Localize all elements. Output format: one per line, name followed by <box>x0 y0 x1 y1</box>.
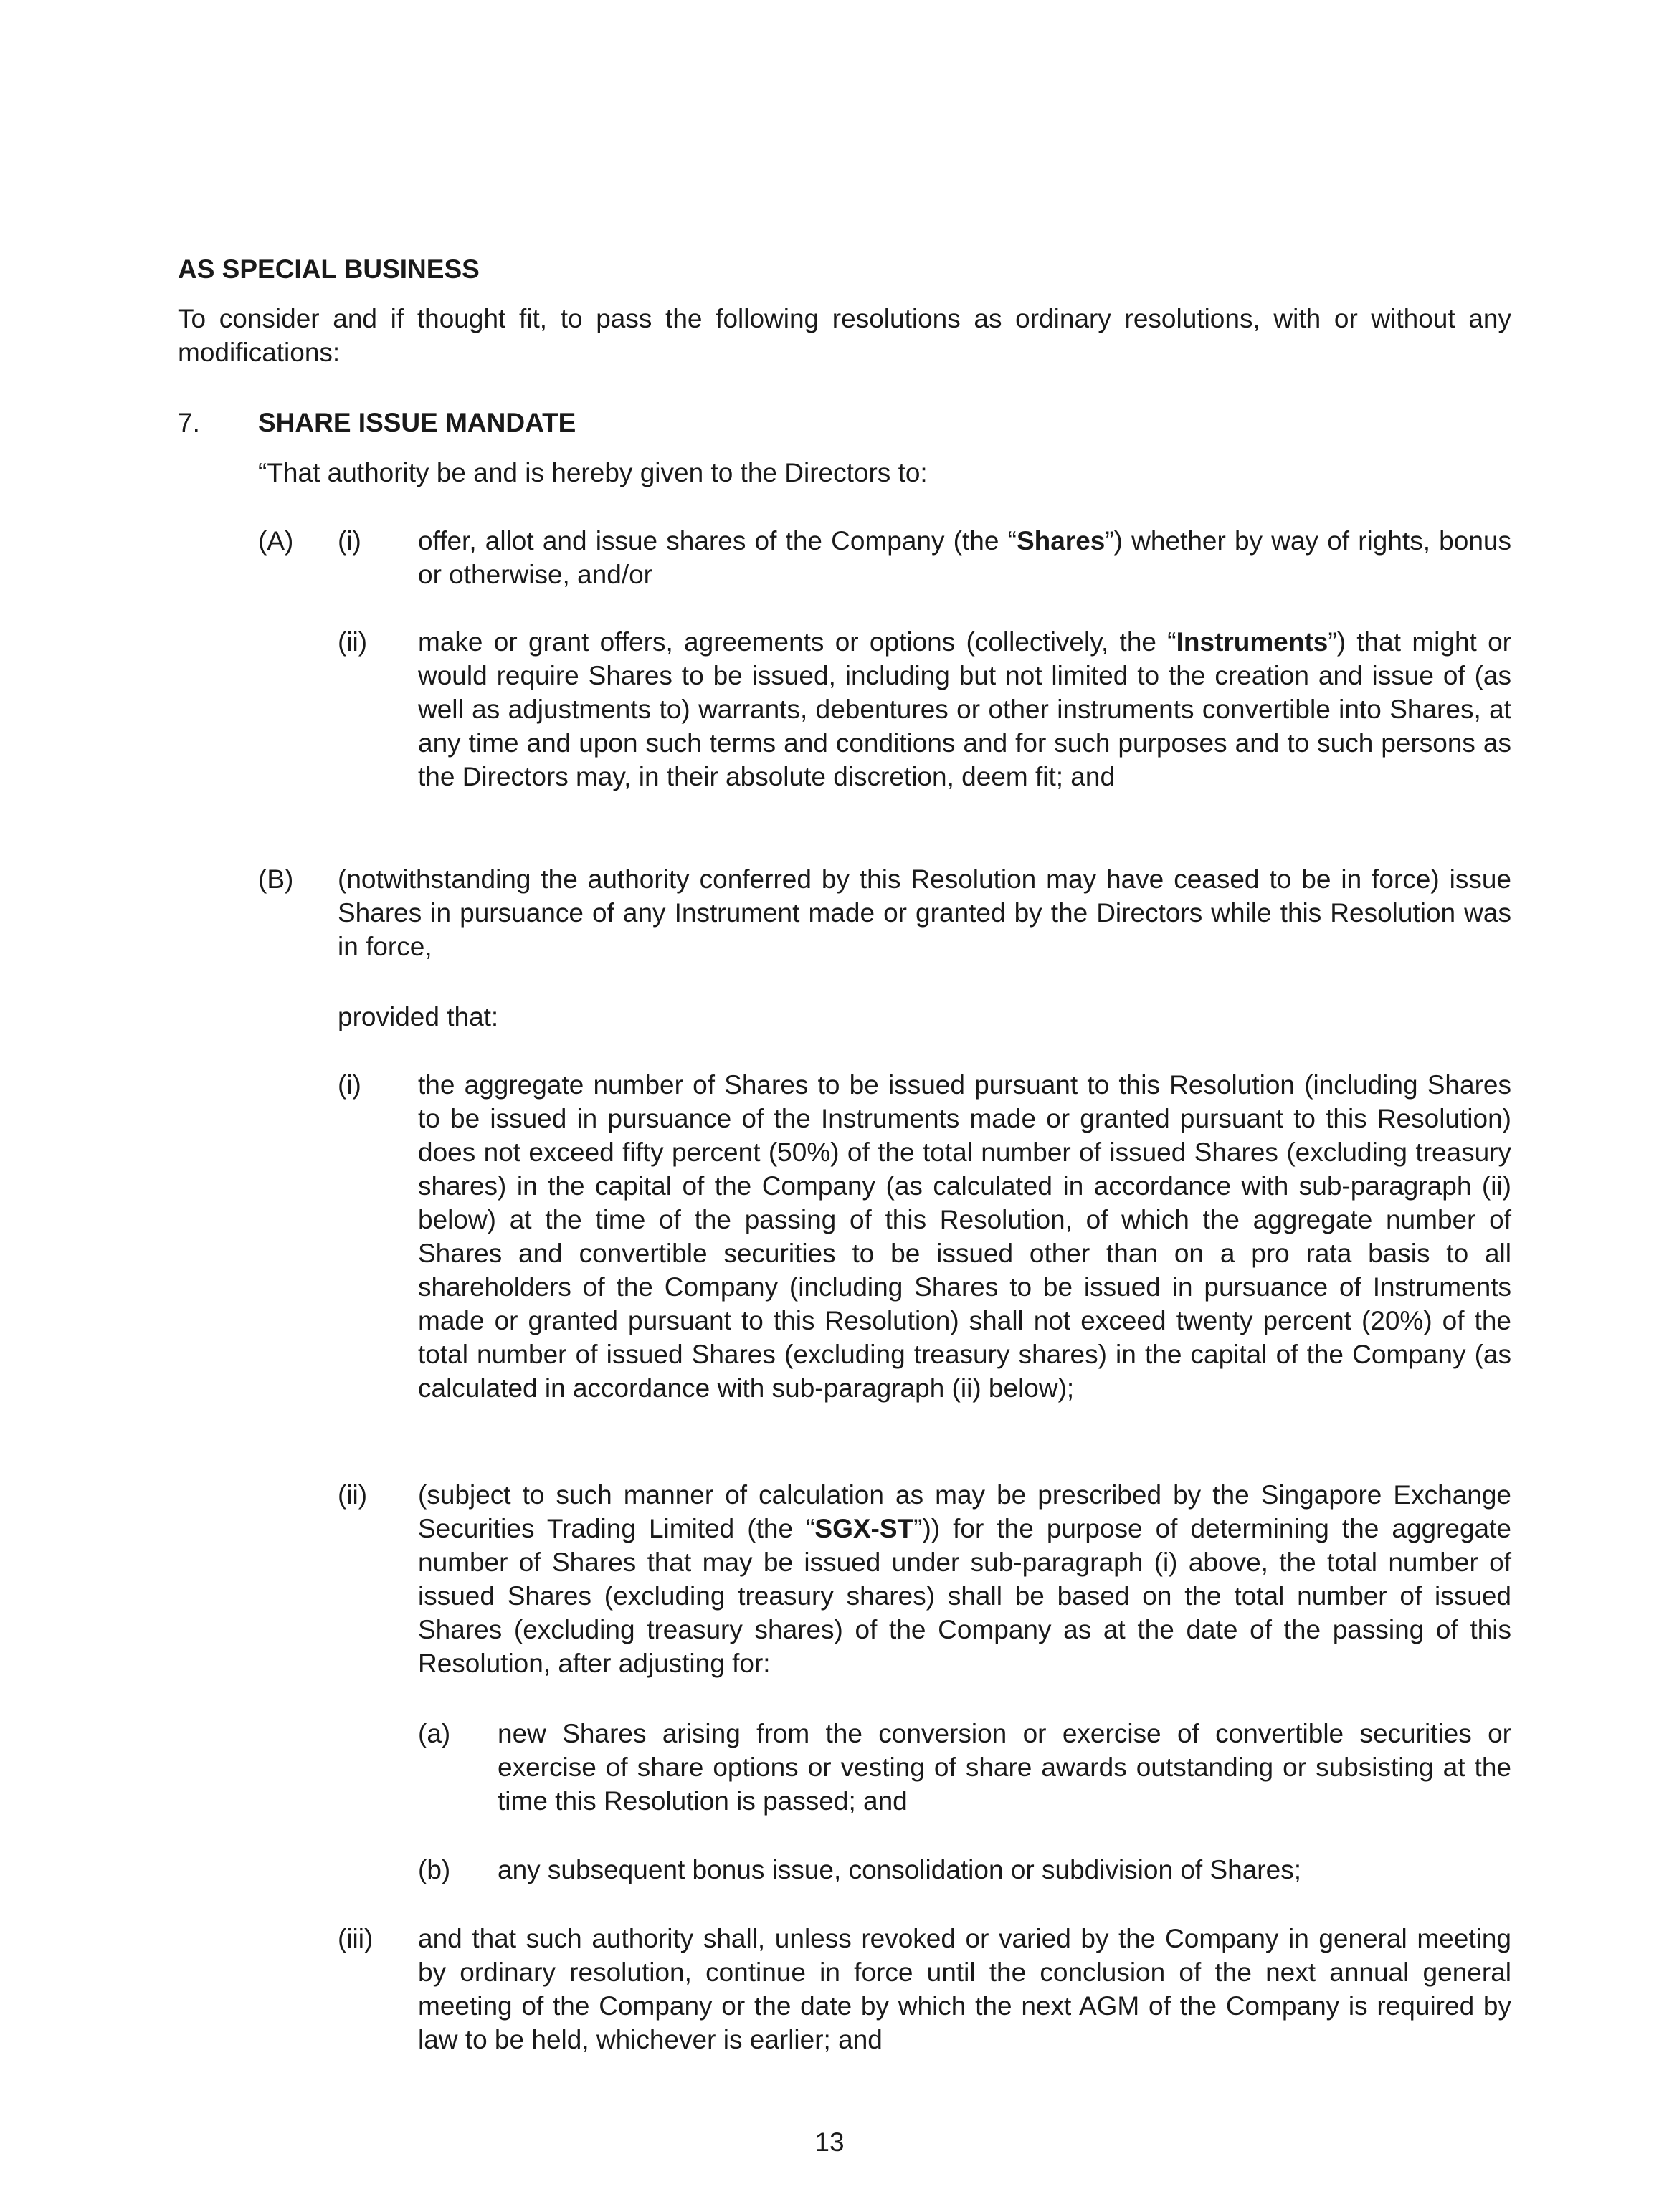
defined-term-shares: Shares <box>1016 526 1106 556</box>
subitem-b-label: (b) <box>418 1855 451 1884</box>
item-a-label: (A) <box>258 526 294 556</box>
resolution-title: SHARE ISSUE MANDATE <box>258 408 576 437</box>
proviso-i-label: (i) <box>338 1070 361 1100</box>
proviso-i-text: the aggregate number of Shares to be issued pursuant to this Resolution (including Shares to be issued in pursuance of the Instruments made or granted pursuant to this Resolution) does not exceed fifty percent (50%) of the total number of issued Shares (excluding treasury shares) in the capital of the Company (as calculated in accordance with sub-paragraph (ii) below) at the time of the passing of this Resolution, of which the aggregate number of Shares and convertible securities to be issued other than on a pro rata basis to all shareholders of the Company (including Shares to be issued in pursuance of Instruments made or granted pursuant to this Resolution) shall not exceed twenty percent (20%) of the total number of issued Shares (excluding treasury shares) in the capital of the Company (as calculated in accordance with sub-paragraph (ii) below); <box>418 1070 1511 1403</box>
proviso-iii-label: (iii) <box>338 1924 374 1953</box>
subitem-a-text: new Shares arising from the conversion or exercise of convertible securities or exercise of share options or vesting of share awards outstanding or subsisting at the time this Resolution is passed; and <box>498 1719 1511 1816</box>
item-a-i-label: (i) <box>338 526 361 556</box>
item-b-label: (B) <box>258 864 294 894</box>
defined-term-instruments: Instruments <box>1176 627 1328 657</box>
page-number: 13 <box>814 2127 845 2157</box>
subitem-b-text: any subsequent bonus issue, consolidation or subdivision of Shares; <box>498 1855 1301 1884</box>
defined-term-sgx-st: SGX-ST <box>814 1514 914 1543</box>
subitem-a-label: (a) <box>418 1719 451 1748</box>
section-heading: AS SPECIAL BUSINESS <box>178 254 480 284</box>
item-a-ii-label: (ii) <box>338 627 368 657</box>
proviso-iii-text: and that such authority shall, unless revoked or varied by the Company in general meeting by ordinary resolution, continue in force until the conclusion of the next annual general meeting of the Company or the date by which the next AGM of the Company is required by law to be held, whichever is earlier; and <box>418 1924 1511 2054</box>
item-b-text: (notwithstanding the authority conferred by this Resolution may have ceased to be in force) issue Shares in pursuance of any Instrument made or granted by the Directors while this Resolution was in force, <box>338 864 1511 961</box>
resolution-number: 7. <box>178 408 200 437</box>
item-a-i-text: offer, allot and issue shares of the Company (the “Shares”) whether by way of rights, bonus or otherwise, and/or <box>418 526 1511 589</box>
resolution-lead: “That authority be and is hereby given to the Directors to: <box>258 458 928 487</box>
section-intro: To consider and if thought fit, to pass the following resolutions as ordinary resolutions, with or without any modifications: <box>178 304 1511 367</box>
proviso-ii-text: (subject to such manner of calculation as may be prescribed by the Singapore Exchange Securities Trading Limited (the “SGX-ST”)) for the purpose of determining the aggregate number of Shares that may be issued under sub-paragraph (i) above, the total number of issued Shares (excluding treasury shares) shall be based on the total number of issued Shares (excluding treasury shares) of the Company as at the date of the passing of this Resolution, after adjusting for: <box>418 1480 1511 1678</box>
proviso-ii-label: (ii) <box>338 1480 368 1510</box>
provided-that: provided that: <box>338 1002 499 1031</box>
item-a-ii-text: make or grant offers, agreements or options (collectively, the “Instruments”) that might or would require Shares to be issued, including but not limited to the creation and issue of (as well as adjustments to) warrants, debentures or other instruments convertible into Shares, at any time and upon such terms and conditions and for such purposes and to such persons as the Directors may, in their absolute discretion, deem fit; and <box>418 627 1511 791</box>
